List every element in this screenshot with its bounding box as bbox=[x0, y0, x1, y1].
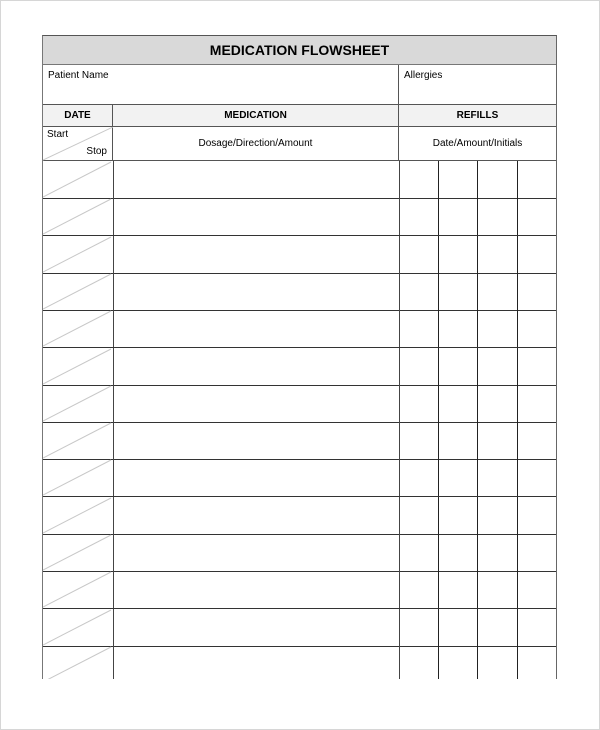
date-start-stop-cell[interactable] bbox=[43, 385, 113, 422]
column-divider bbox=[399, 609, 400, 646]
column-divider bbox=[438, 198, 439, 235]
stop-label: Stop bbox=[86, 146, 107, 157]
column-divider bbox=[477, 385, 478, 422]
column-divider bbox=[113, 310, 114, 347]
column-divider bbox=[113, 273, 114, 310]
date-start-stop-cell[interactable] bbox=[43, 646, 113, 679]
column-divider bbox=[517, 646, 518, 679]
column-divider bbox=[438, 609, 439, 646]
column-divider bbox=[399, 348, 400, 385]
table-row bbox=[43, 161, 556, 199]
table-row bbox=[43, 236, 556, 274]
column-divider bbox=[113, 459, 114, 496]
table-row bbox=[43, 310, 556, 348]
column-divider bbox=[438, 161, 439, 198]
date-start-stop-cell[interactable] bbox=[43, 310, 113, 347]
column-divider bbox=[438, 497, 439, 534]
column-divider bbox=[438, 459, 439, 496]
date-start-stop-cell[interactable] bbox=[43, 161, 113, 198]
date-start-stop-cell[interactable] bbox=[43, 459, 113, 496]
column-divider bbox=[113, 385, 114, 422]
date-start-stop-cell[interactable] bbox=[43, 236, 113, 273]
date-start-stop-cell[interactable] bbox=[43, 534, 113, 571]
refills-subheader: Date/Amount/Initials bbox=[399, 127, 556, 161]
patient-name-field[interactable] bbox=[43, 65, 399, 105]
start-stop-header bbox=[43, 127, 113, 161]
date-start-stop-cell[interactable] bbox=[43, 497, 113, 534]
date-start-stop-cell[interactable] bbox=[43, 422, 113, 459]
column-divider bbox=[477, 459, 478, 496]
date-start-stop-cell[interactable] bbox=[43, 273, 113, 310]
table-row bbox=[43, 571, 556, 609]
dosage-subheader: Dosage/Direction/Amount bbox=[113, 127, 399, 161]
column-divider bbox=[477, 198, 478, 235]
column-divider bbox=[517, 497, 518, 534]
column-divider bbox=[517, 609, 518, 646]
column-divider bbox=[438, 236, 439, 273]
column-divider bbox=[517, 459, 518, 496]
patient-name-label: Patient Name bbox=[48, 70, 109, 81]
column-divider bbox=[438, 422, 439, 459]
column-divider bbox=[399, 236, 400, 273]
table-row bbox=[43, 273, 556, 311]
date-start-stop-cell[interactable] bbox=[43, 198, 113, 235]
column-divider bbox=[113, 198, 114, 235]
date-header: DATE bbox=[43, 105, 113, 127]
column-divider bbox=[113, 646, 114, 679]
start-label: Start bbox=[47, 129, 69, 140]
column-divider bbox=[517, 273, 518, 310]
column-divider bbox=[399, 161, 400, 198]
date-start-stop-cell[interactable] bbox=[43, 609, 113, 646]
table-row bbox=[43, 422, 556, 460]
date-start-stop-cell[interactable] bbox=[43, 571, 113, 608]
column-divider bbox=[113, 161, 114, 198]
column-divider bbox=[399, 310, 400, 347]
allergies-field[interactable] bbox=[399, 65, 556, 105]
column-divider bbox=[438, 646, 439, 679]
medication-flowsheet bbox=[42, 35, 557, 679]
column-divider bbox=[399, 273, 400, 310]
table-row bbox=[43, 385, 556, 423]
column-divider bbox=[438, 534, 439, 571]
column-divider bbox=[477, 422, 478, 459]
column-divider bbox=[477, 348, 478, 385]
column-divider bbox=[399, 646, 400, 679]
column-divider bbox=[517, 422, 518, 459]
medication-header: MEDICATION bbox=[113, 105, 399, 127]
column-divider bbox=[477, 571, 478, 608]
column-divider bbox=[517, 385, 518, 422]
column-divider bbox=[517, 310, 518, 347]
column-divider bbox=[477, 273, 478, 310]
column-divider bbox=[438, 310, 439, 347]
column-divider bbox=[113, 571, 114, 608]
table-row bbox=[43, 609, 556, 647]
column-divider bbox=[399, 497, 400, 534]
column-divider bbox=[517, 534, 518, 571]
column-divider bbox=[517, 161, 518, 198]
column-divider bbox=[477, 534, 478, 571]
table-row bbox=[43, 348, 556, 386]
column-divider bbox=[399, 385, 400, 422]
column-divider bbox=[399, 571, 400, 608]
column-divider bbox=[113, 497, 114, 534]
table-row bbox=[43, 459, 556, 497]
column-divider bbox=[438, 385, 439, 422]
table-row bbox=[43, 534, 556, 572]
column-divider bbox=[477, 646, 478, 679]
column-divider bbox=[399, 534, 400, 571]
column-divider bbox=[477, 310, 478, 347]
column-divider bbox=[517, 571, 518, 608]
column-divider bbox=[477, 236, 478, 273]
column-divider bbox=[477, 609, 478, 646]
column-divider bbox=[477, 497, 478, 534]
date-start-stop-cell[interactable] bbox=[43, 348, 113, 385]
column-divider bbox=[113, 609, 114, 646]
column-divider bbox=[113, 422, 114, 459]
sheet-title: MEDICATION FLOWSHEET bbox=[43, 36, 556, 65]
column-divider bbox=[113, 236, 114, 273]
column-divider bbox=[438, 273, 439, 310]
allergies-label: Allergies bbox=[404, 70, 443, 81]
column-divider bbox=[438, 571, 439, 608]
column-divider bbox=[517, 236, 518, 273]
column-divider bbox=[113, 534, 114, 571]
column-divider bbox=[517, 348, 518, 385]
column-divider bbox=[399, 422, 400, 459]
refills-header: REFILLS bbox=[399, 105, 556, 127]
column-divider bbox=[477, 161, 478, 198]
table-row bbox=[43, 646, 556, 679]
column-divider bbox=[399, 198, 400, 235]
column-divider bbox=[113, 348, 114, 385]
table-row bbox=[43, 497, 556, 535]
column-divider bbox=[438, 348, 439, 385]
column-divider bbox=[399, 459, 400, 496]
table-row bbox=[43, 198, 556, 236]
column-divider bbox=[517, 198, 518, 235]
